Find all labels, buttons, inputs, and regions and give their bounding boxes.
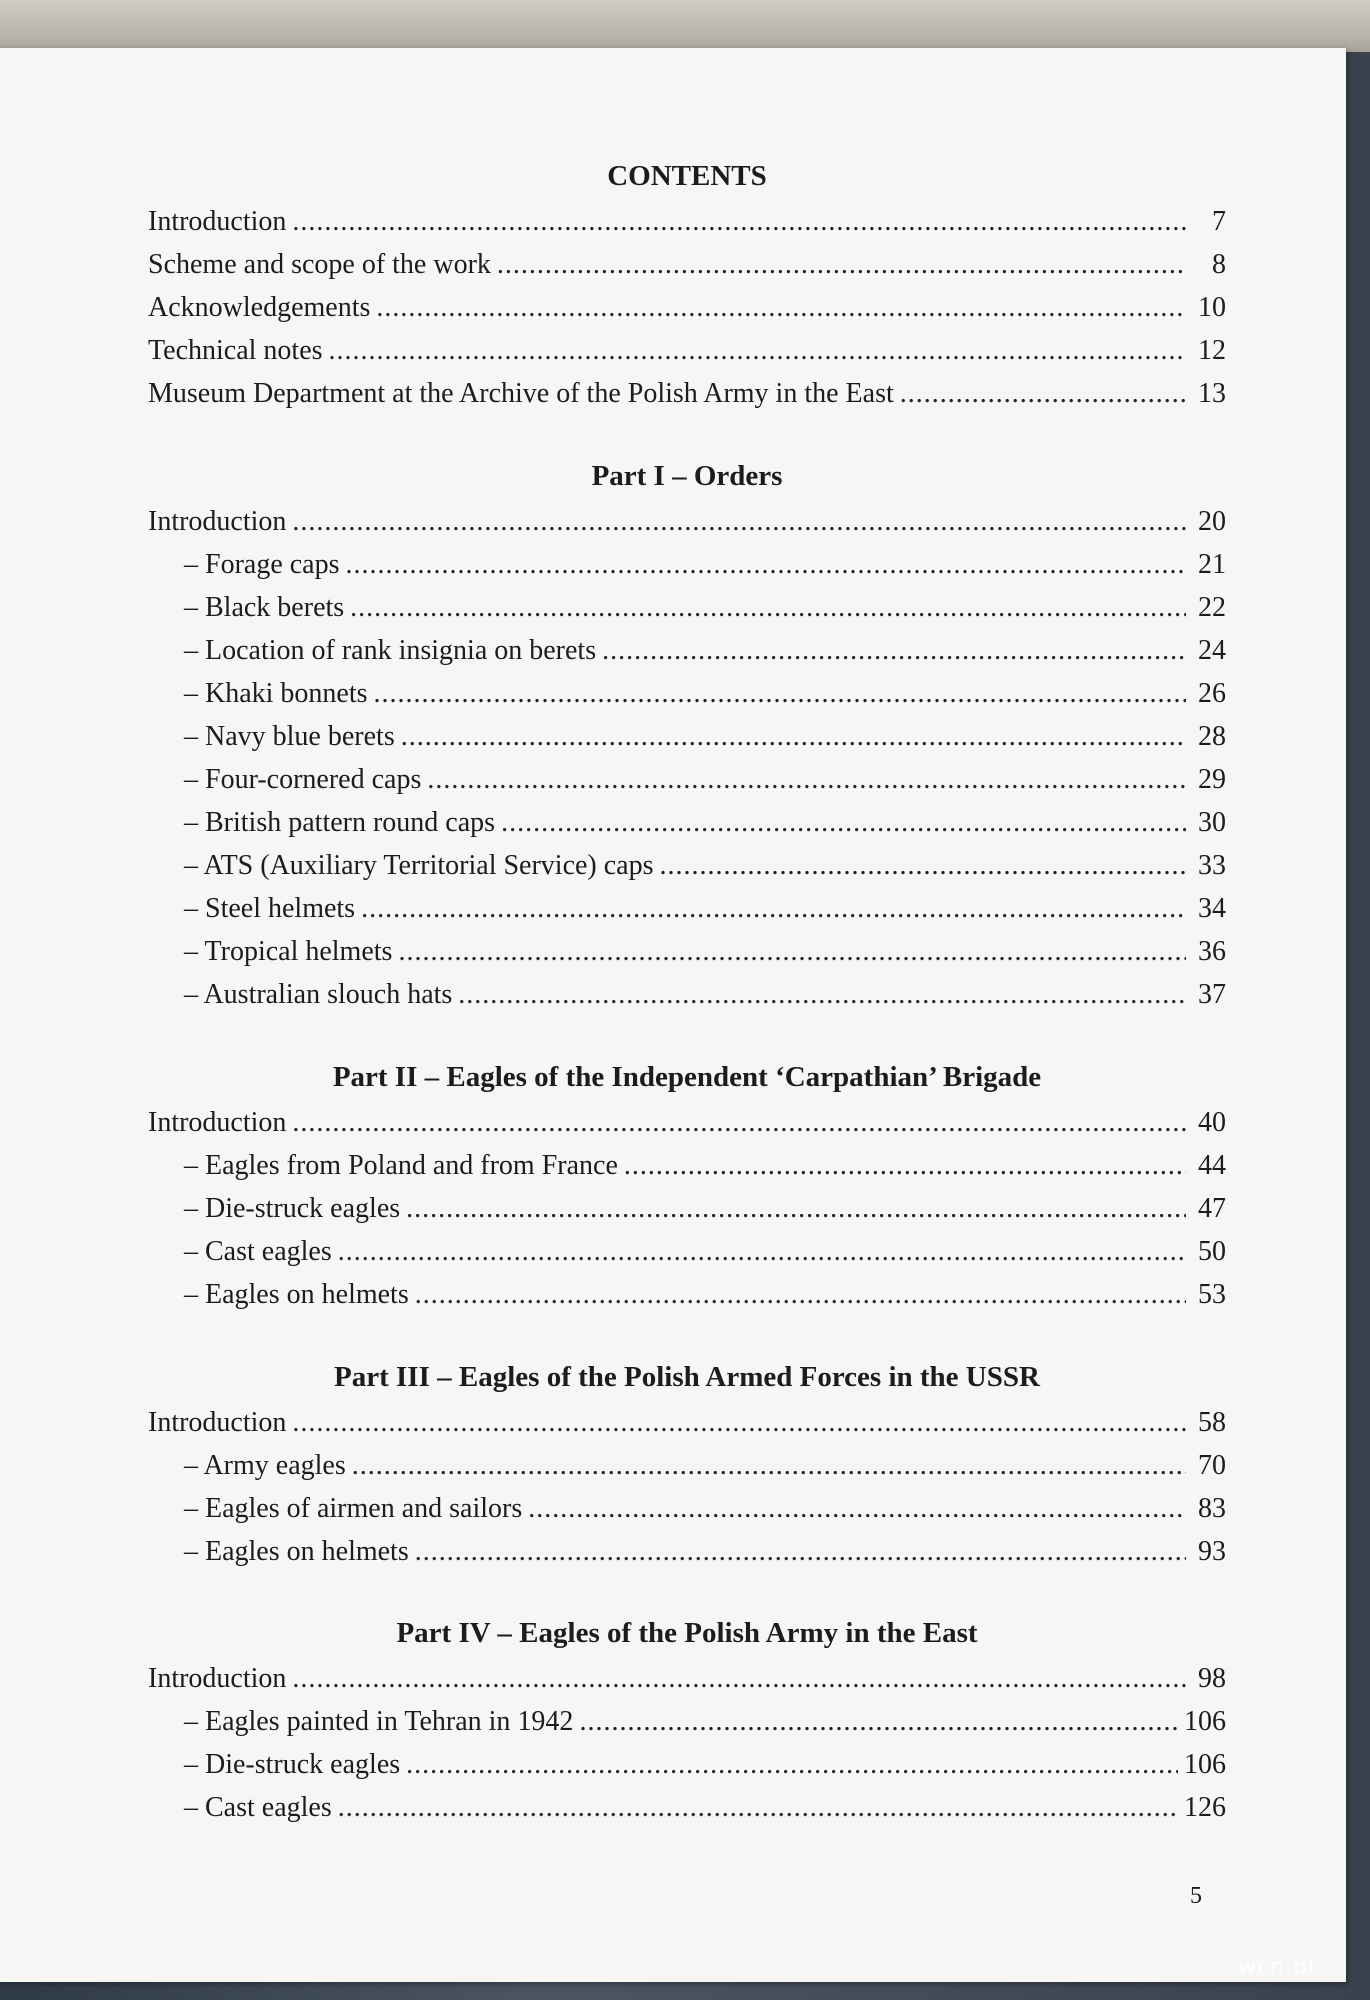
toc-entry-page: 50	[1198, 1236, 1226, 1267]
toc-entry-label: – Australian slouch hats	[184, 979, 453, 1010]
toc-entry-page: 21	[1198, 549, 1226, 580]
toc-entry-label: – Black berets	[184, 592, 345, 623]
toc-entry-page: 13	[1198, 378, 1226, 409]
part-heading: Part III – Eagles of the Polish Armed Forces in the USSR	[334, 1361, 1040, 1393]
toc-entry	[148, 1103, 1226, 1143]
toc-subentry	[148, 1702, 1226, 1742]
toc-entry	[148, 502, 1226, 542]
toc-entry-page: 33	[1198, 850, 1226, 881]
toc-entry-label: – Eagles painted in Tehran in 1942	[184, 1706, 574, 1737]
toc-entry-label: – Forage caps	[184, 549, 340, 580]
toc-subentry	[148, 803, 1226, 843]
dot-leader	[401, 717, 1186, 757]
toc-entry-label: – Die-struck eagles	[184, 1749, 401, 1780]
dot-leader	[900, 374, 1186, 414]
dot-leader	[579, 1702, 1178, 1742]
toc-subentry	[148, 1232, 1226, 1272]
toc-entry-label: – Eagles of airmen and sailors	[184, 1493, 523, 1524]
dot-leader	[376, 288, 1186, 328]
toc-entry-label: – Eagles on helmets	[184, 1536, 409, 1567]
dot-leader	[352, 1446, 1186, 1486]
toc-entry-page: 58	[1198, 1407, 1226, 1438]
toc-subentry	[148, 1146, 1226, 1186]
toc-subentry	[148, 846, 1226, 886]
dot-leader	[501, 803, 1186, 843]
toc-entry	[148, 288, 1226, 328]
toc-entry-label: – Cast eagles	[184, 1792, 332, 1823]
toc-entry-page: 30	[1198, 807, 1226, 838]
toc-subentry	[148, 1745, 1226, 1785]
toc-entry-label: – ATS (Auxiliary Territorial Service) caps	[184, 850, 654, 881]
dot-leader	[398, 932, 1186, 972]
dot-leader	[406, 1745, 1178, 1785]
contents-title: CONTENTS	[607, 160, 767, 192]
dot-leader	[602, 631, 1186, 671]
toc-entry-label: – Cast eagles	[184, 1236, 332, 1267]
toc-subentry	[148, 760, 1226, 800]
watermark: wcn.pl	[1238, 1955, 1316, 1980]
dot-leader	[458, 975, 1186, 1015]
page-number: 5	[1190, 1883, 1202, 1909]
dot-leader	[374, 674, 1186, 714]
dot-leader	[660, 846, 1186, 886]
toc-subentry	[148, 1275, 1226, 1315]
toc-entry-page: 8	[1212, 249, 1226, 280]
toc-entry-page: 36	[1198, 936, 1226, 967]
toc-entry-label: – British pattern round caps	[184, 807, 496, 838]
dot-leader	[292, 502, 1186, 542]
toc-subentry	[148, 717, 1226, 757]
toc-subentry	[148, 975, 1226, 1015]
toc-entry-page: 126	[1184, 1792, 1226, 1823]
part-heading: Part IV – Eagles of the Polish Army in the East	[396, 1617, 978, 1649]
toc-entry-page: 98	[1198, 1663, 1226, 1694]
toc-subentry	[148, 1489, 1226, 1529]
toc-entry-label: Introduction	[148, 206, 287, 237]
toc-entry-label: Introduction	[148, 1407, 287, 1438]
scan-top-strip	[0, 0, 1370, 52]
dot-leader	[350, 588, 1186, 628]
toc-entry-page: 106	[1184, 1706, 1226, 1737]
toc-entry-page: 34	[1198, 893, 1226, 924]
toc-subentry	[148, 932, 1226, 972]
toc-entry-page: 24	[1198, 635, 1226, 666]
toc-subentry	[148, 1189, 1226, 1229]
toc-entry-label: Museum Department at the Archive of the Polish Army in the East	[148, 378, 894, 409]
toc-entry-page: 28	[1198, 721, 1226, 752]
part-heading: Part I – Orders	[591, 460, 783, 492]
toc-entry-page: 83	[1198, 1493, 1226, 1524]
toc-entry-page: 40	[1198, 1107, 1226, 1138]
toc-subentry	[148, 889, 1226, 929]
toc-subentry	[148, 1788, 1226, 1828]
toc-entry	[148, 1659, 1226, 1699]
toc-entry-label: Acknowledgements	[148, 292, 371, 323]
dot-leader	[427, 760, 1186, 800]
toc-entry-label: Introduction	[148, 1107, 287, 1138]
toc-entry-label: – Tropical helmets	[184, 936, 393, 967]
dot-leader	[292, 1403, 1186, 1443]
dot-leader	[346, 545, 1186, 585]
dot-leader	[292, 1659, 1186, 1699]
toc-subentry	[148, 1532, 1226, 1572]
dot-leader	[415, 1275, 1186, 1315]
toc-entry-page: 22	[1198, 592, 1226, 623]
toc-entry-page: 47	[1198, 1193, 1226, 1224]
toc-entry	[148, 202, 1226, 242]
dot-leader	[415, 1532, 1186, 1572]
dot-leader	[292, 1103, 1186, 1143]
toc-entry-page: 37	[1198, 979, 1226, 1010]
toc-entry	[148, 245, 1226, 285]
toc-subentry	[148, 631, 1226, 671]
toc-entry-page: 44	[1198, 1150, 1226, 1181]
toc-entry-label: – Navy blue berets	[184, 721, 395, 752]
part-heading: Part II – Eagles of the Independent ‘Carpathian’ Brigade	[332, 1061, 1042, 1093]
toc-entry-page: 12	[1198, 335, 1226, 366]
toc-entry-page: 70	[1198, 1450, 1226, 1481]
toc-subentry	[148, 1446, 1226, 1486]
toc-entry-label: Introduction	[148, 506, 287, 537]
dot-leader	[292, 202, 1186, 242]
toc-entry-label: – Four-cornered caps	[184, 764, 422, 795]
toc-entry-label: Introduction	[148, 1663, 287, 1694]
toc-subentry	[148, 588, 1226, 628]
dot-leader	[361, 889, 1186, 929]
dot-leader	[624, 1146, 1186, 1186]
toc-entry-label: Scheme and scope of the work	[148, 249, 491, 280]
toc-entry	[148, 1403, 1226, 1443]
toc-entry-label: Technical notes	[148, 335, 323, 366]
book-page	[0, 48, 1346, 1982]
toc-entry-page: 7	[1212, 206, 1226, 237]
toc-entry-page: 93	[1198, 1536, 1226, 1567]
dot-leader	[406, 1189, 1186, 1229]
toc-entry-page: 29	[1198, 764, 1226, 795]
dot-leader	[338, 1788, 1178, 1828]
toc-entry	[148, 331, 1226, 371]
dot-leader	[338, 1232, 1186, 1272]
toc-subentry	[148, 674, 1226, 714]
toc-entry-page: 20	[1198, 506, 1226, 537]
toc-entry-page: 10	[1198, 292, 1226, 323]
toc-entry-page: 26	[1198, 678, 1226, 709]
toc-subentry	[148, 545, 1226, 585]
toc-entry-label: – Eagles on helmets	[184, 1279, 409, 1310]
toc-entry-page: 106	[1184, 1749, 1226, 1780]
toc-entry-label: – Eagles from Poland and from France	[184, 1150, 618, 1181]
toc-entry	[148, 374, 1226, 414]
dot-leader	[528, 1489, 1186, 1529]
toc-entry-label: – Army eagles	[184, 1450, 346, 1481]
dot-leader	[497, 245, 1186, 285]
toc-entry-label: – Khaki bonnets	[184, 678, 368, 709]
toc-entry-label: – Steel helmets	[184, 893, 356, 924]
toc-entry-label: – Die-struck eagles	[184, 1193, 401, 1224]
toc-entry-label: – Location of rank insignia on berets	[184, 635, 597, 666]
dot-leader	[329, 331, 1186, 371]
toc-entry-page: 53	[1198, 1279, 1226, 1310]
